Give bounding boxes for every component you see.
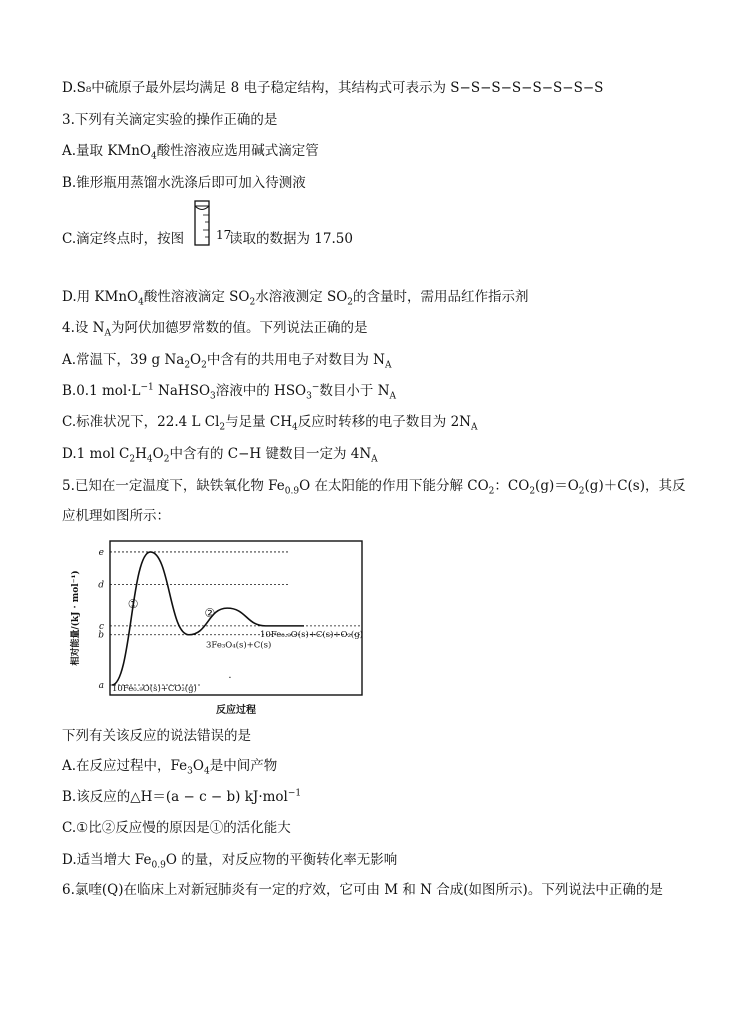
option-5a: A.在反应过程中，$Fe_3O_4$是中间产物 [62, 758, 278, 777]
step-label-2: ② [204, 606, 216, 620]
y-axis-label: 相对能量/(kJ · mol⁻¹) [71, 570, 81, 666]
step-label-1: ① [127, 597, 139, 612]
state-final: 10Fe₀.₉O(s)+C(s)+O₂(g) [260, 629, 363, 640]
option-5b: B.该反应的△H＝(a − c − b) kJ·mol$^{-1}$ [62, 788, 302, 805]
level-label-a: a [98, 681, 104, 691]
level-label-c: c [98, 621, 104, 632]
option-3a: A.量取 KMnO$_4$酸性溶液应选用碱式滴定管 [62, 143, 319, 162]
option-4b: B.0.1 $mol\cdot L^{-1}$ NaHSO$_3$溶液中的 $HSO_3^-$数目小于 $N_A$ [62, 382, 397, 402]
question-5: 5.已知在一定温度下，缺铁氧化物 $Fe_{0.9}O$ 在太阳能的作用下能分解 $CO_2$：$CO_2(g)=O_2(g)+C(s)$，其反 [62, 478, 686, 497]
energy-chart-svg [62, 535, 372, 720]
burette-label: 17 [216, 228, 232, 242]
question-5-cont: 应机理如图所示： [62, 508, 170, 524]
energy-diagram [62, 535, 372, 720]
note-dot: · [228, 673, 232, 684]
option-4a: A.常温下，39 g $Na_2O_2$中含有的共用电子对数目为 $N_A$ [62, 352, 392, 371]
level-label-e: e [98, 547, 104, 558]
question-4: 4.设 $N_A$为阿伏加德罗常数的值。下列说法正确的是 [62, 320, 368, 339]
option-3b: B.锥形瓶用蒸馏水洗涤后即可加入待测液 [62, 175, 306, 191]
level-label-d: d [98, 580, 104, 591]
option-5d: D.适当增大 $Fe_{0.9}O$ 的量，对反应物的平衡转化率无影响 [62, 852, 398, 871]
state-initial: 10Fe₀.₉O(s)+CO₂(g) [112, 684, 197, 694]
question-5-ask: 下列有关该反应的说法错误的是 [62, 728, 251, 744]
option-3c: C.滴定终点时，按图 [62, 231, 185, 247]
question-3: 3.下列有关滴定实验的操作正确的是 [62, 112, 278, 128]
option-4c: C.标准状况下，22.4 L $Cl_2$与足量 $CH_4$反应时转移的电子数目为 $2N_A$ [62, 414, 478, 433]
state-intermediate: 3Fe₃O₄(s)+C(s) [206, 640, 272, 651]
plot-frame [110, 541, 362, 695]
option-3c-post: 读取的数据为 17.50 [229, 231, 353, 247]
option-4d: D.1 mol $C_2H_4O_2$中含有的 C−H 键数目一定为 $4N_A$ [62, 446, 378, 465]
option-3d: D.用 KMnO$_4$酸性溶液滴定 $SO_2$水溶液测定 $SO_2$的含量时，需用品红作指示剂 [62, 289, 529, 308]
x-axis-label: 反应过程 [216, 705, 256, 716]
option-5c: C.①比②反应慢的原因是①的活化能大 [62, 820, 291, 836]
burette-image [192, 200, 214, 246]
line-s8: D.S₈中硫原子最外层均满足 8 电子稳定结构，其结构式可表示为 S−S−S−S−S−S−S−S [62, 80, 604, 96]
level-label-b: b [98, 630, 104, 641]
question-6: 6.氯喹(Q)在临床上对新冠肺炎有一定的疗效，它可由 M 和 N 合成(如图所示)。下列说法中正确的是 [62, 882, 663, 898]
